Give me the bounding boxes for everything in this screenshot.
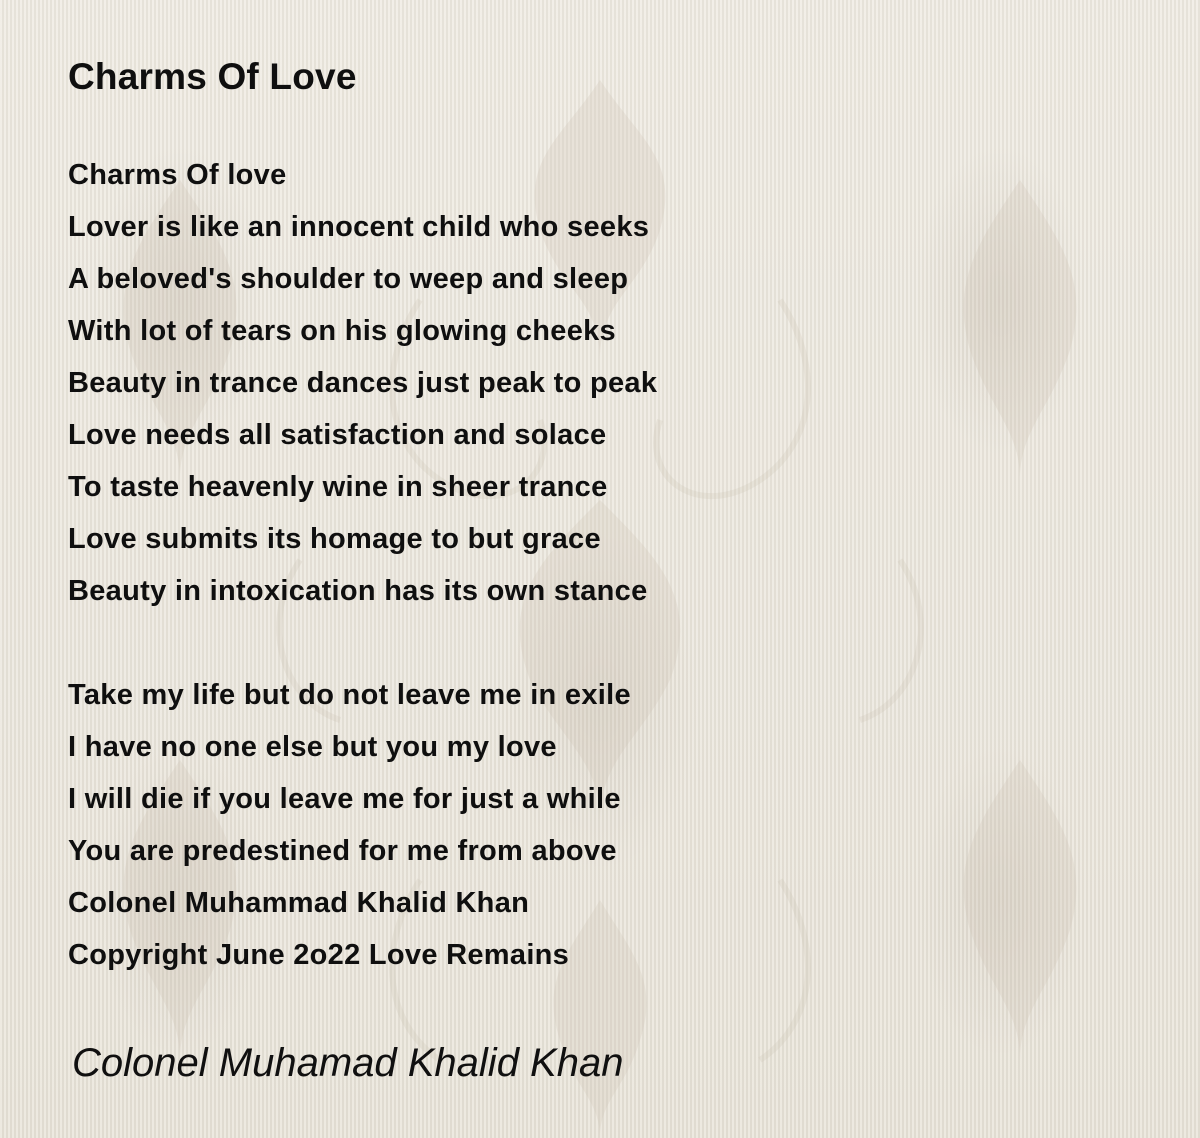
poem-line: Copyright June 2o22 Love Remains xyxy=(68,939,570,971)
poem-line: Lover is like an innocent child who seeks xyxy=(68,211,650,243)
poem-container xyxy=(68,52,868,981)
poem-line: I have no one else but you my love xyxy=(68,731,557,763)
poem-line: With lot of tears on his glowing cheeks xyxy=(68,315,616,347)
poem-line: A beloved's shoulder to weep and sleep xyxy=(68,263,629,295)
author-name: Colonel Muhamad Khalid Khan xyxy=(72,1041,624,1085)
poem-line: Love needs all satisfaction and solace xyxy=(68,419,607,451)
poem-line: You are predestined for me from above xyxy=(68,835,617,867)
poem-line: Charms Of love xyxy=(68,159,287,191)
poem-line: Beauty in intoxication has its own stance xyxy=(68,575,648,607)
poem-line: Colonel Muhammad Khalid Khan xyxy=(68,887,530,919)
poem-line: I will die if you leave me for just a while xyxy=(68,783,621,815)
poem-title: Charms Of Love xyxy=(68,56,357,97)
poem-stanza-2 xyxy=(68,669,868,981)
poem-body xyxy=(68,149,868,981)
poem-stanza-1 xyxy=(68,149,868,617)
stanza-break xyxy=(68,617,868,669)
poem-line: Love submits its homage to but grace xyxy=(68,523,601,555)
poem-line: Beauty in trance dances just peak to peak xyxy=(68,367,658,399)
poem-line: To taste heavenly wine in sheer trance xyxy=(68,471,608,503)
poem-line: Take my life but do not leave me in exile xyxy=(68,679,631,711)
